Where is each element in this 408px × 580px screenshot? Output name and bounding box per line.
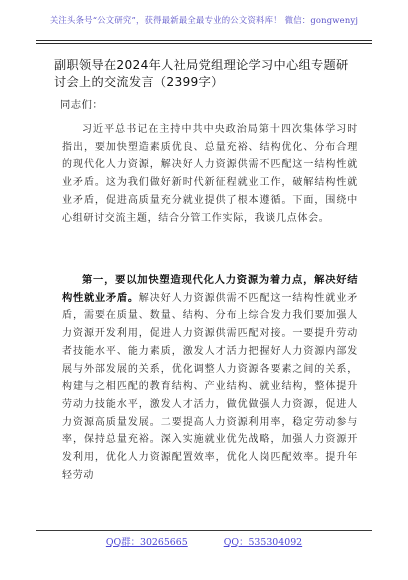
header-rule [36, 40, 372, 41]
footer-rule [36, 530, 372, 531]
header-banner-text: 关注头条号“公文研究”，获得最新最全最专业的公文资料库！ 微信：gongwenyj [49, 15, 359, 25]
paragraph-1: 习近平总书记在主持中共中央政治局第十四次集体学习时指出，要加快塑造素质优良、总量充裕、结构优化、分布合理的现代化人力资源，解决好人力资源供需不匹配这一结构性就业矛盾。这为我们做好新时代新征程就业工作，破解结构性就业矛盾，促进高质量充分就业提供了根本遵循。下面，围绕中心组研讨交流主题，结合分管工作实际，我谈几点体会。 [62, 124, 358, 224]
footer-qq[interactable]: QQ：535304092 [223, 537, 303, 548]
header-rule-thin [36, 43, 372, 44]
header-banner [0, 0, 408, 40]
document-title: 副职领导在2024年人社局党组理论学习中心组专题研讨会上的交流发言（2399字） [54, 58, 349, 89]
footer-qq-group[interactable]: QQ群：30265665 [105, 537, 188, 548]
paragraph-2-body: 解决好人力资源供需不匹配这一结构性就业矛盾，需要在质量、数量、结构、分布上综合发力我们要加强人力资源开发利用，促进人力资源供需匹配对接。一要提升劳动者技能水平、能力素质，激发人才活力把握好人力资源内部发展与外部发展的关系，优化调整人力资源各要素之间的关系，构建与之相匹配的教育结构、产业结构、就业结构，整体提升劳动力技能水平，激发人才活力，做优做强人力资源，促进人力资源高质量发展。二要提高人力资源利用率，稳定劳动参与率，保持总量充裕。深入实施就业优先战略，加强人力资源开发利用，优化人力资源配置效率，优化人岗匹配效率。提升年轻劳动 [62, 292, 358, 481]
footer [0, 533, 408, 549]
paragraph-2-lead: 第一，要以加快塑造现代化人力资源为着力点，解决好结构性就业矛盾。 [62, 274, 358, 304]
greeting: 同志们： [60, 99, 104, 111]
paragraph-2 [62, 272, 358, 484]
